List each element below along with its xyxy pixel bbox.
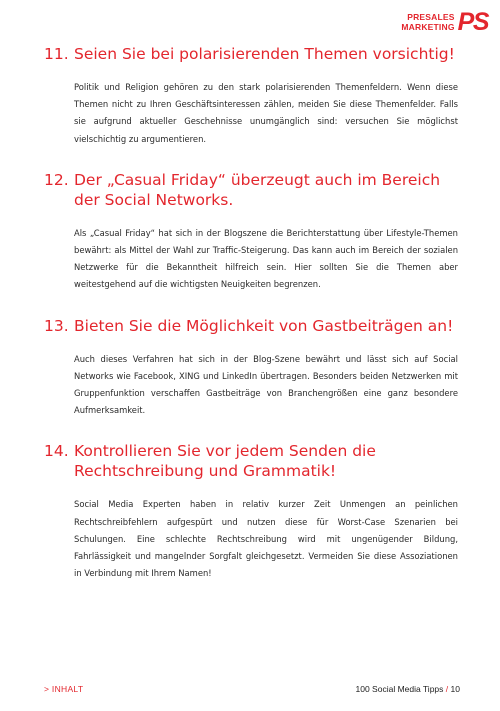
tip-section-13 (44, 316, 458, 420)
page-footer (356, 684, 460, 694)
tip-title: Kontrollieren Sie vor jedem Senden die Rechtschreibung und Grammatik! (74, 442, 376, 481)
tip-body: Auch dieses Verfahren hat sich in der Blog-Szene bewährt und lässt sich auf Social Networks wie Facebook, XING und LinkedIn übertragen. Besonders beiden Netzwerken mit Gruppenfunktion verschaffen Gastbeiträge von Branchengrößen eine ganz besondere Aufmerksamkeit. (74, 353, 458, 416)
logo-line-2: MARKETING (401, 22, 455, 32)
tip-title: Seien Sie bei polarisierenden Themen vorsichtig! (74, 45, 455, 63)
tip-section-12 (44, 170, 458, 294)
tip-heading (44, 441, 458, 481)
tip-number: 14. (44, 442, 69, 461)
page-number: 10 (450, 684, 460, 694)
document-title: 100 Social Media Tipps (355, 684, 444, 694)
tip-number: 11. (44, 45, 69, 63)
tip-heading (44, 170, 458, 210)
tip-number: 12. (44, 170, 69, 189)
tip-heading (44, 44, 458, 64)
footer-separator: / (445, 684, 449, 694)
presales-marketing-logo (401, 10, 488, 34)
tip-number: 13. (44, 316, 69, 335)
logo-line-1: PRESALES (407, 12, 455, 22)
logo-text (401, 12, 454, 32)
logo-mark: PS (457, 8, 488, 36)
tip-section-14 (44, 441, 458, 582)
tip-body: Als „Casual Friday“ hat sich in der Blogszene die Berichterstattung über Lifestyle-Themen bewährt: als Mittel der Wahl zur Traffic-Steigerung. Das kann auch im Bereich der sozialen Netzwerke für die Bekanntheit hilfreich sein. Hier sollten Sie die Themen aber weitestgehend auf die wichtigsten Neuigkeiten begrenzen. (74, 227, 458, 290)
tip-title: Der „Casual Friday“ überzeugt auch im Bereich der Social Networks. (74, 170, 441, 209)
inhalt-link[interactable]: > INHALT (44, 684, 84, 694)
tip-section-11 (44, 44, 458, 148)
tip-body: Politik und Religion gehören zu den stark polarisierenden Themenfeldern. Wenn diese Themen nicht zu Ihren Geschäftsinteressen zählen, meiden Sie diese Themenfelder. Falls sie aufgrund aktueller Geschehnisse unumgänglich sind: versuchen Sie möglichst vielschichtig zu argumentieren. (74, 82, 458, 144)
tip-heading (44, 316, 458, 336)
tip-body: Social Media Experten haben in relativ kurzer Zeit Unmengen an peinlichen Rechtschreibfehlern aufgespürt und nutzen diese für Worst-Case Szenarien bei Schulungen. Eine schlechte Rechtschreibung wird mit ungenügender Bildung, Fahrlässigkeit und mangelnder Sorgfalt gleichgesetzt. Vermeiden Sie diese Assoziationen in Verbindung mit Ihrem Namen! (74, 499, 458, 579)
page-content (44, 44, 458, 604)
tip-title: Bieten Sie die Möglichkeit von Gastbeiträgen an! (74, 316, 454, 335)
